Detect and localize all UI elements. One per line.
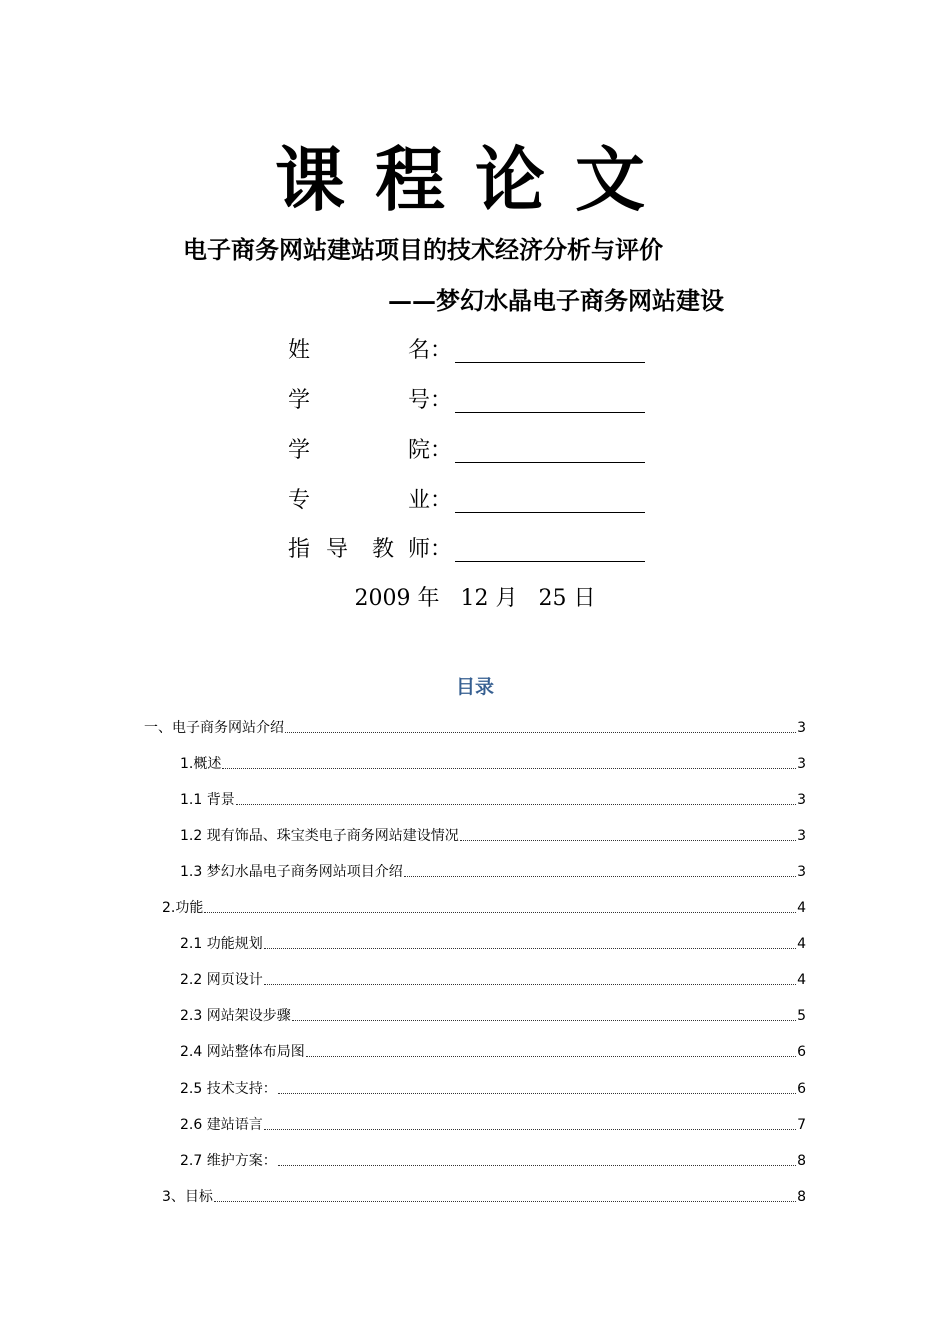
thesis-subtitle: 电子商务网站建站项目的技术经济分析与评价 <box>183 235 663 264</box>
toc-entry-page: 3 <box>797 792 806 808</box>
toc-leader-dots <box>236 804 796 805</box>
toc-leader-dots <box>404 876 796 877</box>
toc-entry-page: 5 <box>797 1008 806 1024</box>
toc-leader-dots <box>460 840 796 841</box>
toc-leader-dots <box>278 1093 796 1094</box>
name-blank-line <box>455 362 645 363</box>
toc-entry-title: 1.3 梦幻水晶电子商务网站项目介绍 <box>180 864 403 880</box>
student-id-blank-line <box>455 412 645 413</box>
college-blank-line <box>455 462 645 463</box>
toc-heading: 目录 <box>455 676 494 698</box>
toc-leader-dots <box>214 1201 796 1202</box>
toc-entry-page: 4 <box>797 936 806 952</box>
toc-entry-page: 3 <box>797 864 806 880</box>
toc-leader-dots <box>264 1129 796 1130</box>
toc-entry[interactable] <box>180 932 806 954</box>
document-page: 课程论文 电子商务网站建站项目的技术经济分析与评价 ——梦幻水晶电子商务网站建设 姓 名： 学 号： 学 院： 专 业： 指 导 教 师： 2009 年 12 月 25 日 目录 一、电子商务网站介绍 3 1.概述 3 1.1 背景 3 1.2 现有饰品、珠宝类电子商务网站建设情况 3 1.3 梦幻水晶电子商务网站项目介绍 3 2.功能 4 2.1 功能规划 4 2.2 网页设计 4 2.3 网站架设步骤 5 2.4 网站整体布局图 6 2.5 技术支持： 6 2.6 建站语言 7 2.7 维护方案： 8 3、目标 8 <box>0 0 950 1344</box>
toc-entry-title: 2.1 功能规划 <box>180 936 263 952</box>
toc-entry[interactable] <box>162 896 806 918</box>
thesis-secondary-subtitle: ——梦幻水晶电子商务网站建设 <box>388 286 724 315</box>
toc-entry-page: 4 <box>797 972 806 988</box>
advisor-blank-line <box>455 561 645 562</box>
toc-entry-title: 1.概述 <box>180 756 222 772</box>
toc-leader-dots <box>285 732 796 733</box>
toc-leader-dots <box>278 1165 796 1166</box>
toc-entry-page: 6 <box>797 1081 806 1097</box>
toc-entry[interactable] <box>180 1149 806 1171</box>
toc-entry-title: 3、目标 <box>162 1189 213 1205</box>
toc-leader-dots <box>306 1056 796 1057</box>
toc-leader-dots <box>264 984 796 985</box>
toc-entry-title: 2.功能 <box>162 900 204 916</box>
toc-entry-page: 6 <box>797 1044 806 1060</box>
toc-entry[interactable] <box>180 1040 806 1062</box>
toc-entry-page: 7 <box>797 1117 806 1133</box>
toc-entry-title: 一、电子商务网站介绍 <box>144 720 284 736</box>
toc-entry-title: 2.2 网页设计 <box>180 972 263 988</box>
toc-entry-title: 1.1 背景 <box>180 792 235 808</box>
toc-leader-dots <box>264 948 796 949</box>
toc-entry[interactable] <box>180 752 806 774</box>
toc-entry-page: 8 <box>797 1153 806 1169</box>
toc-leader-dots <box>222 768 796 769</box>
toc-entry-title: 2.7 维护方案： <box>180 1153 277 1169</box>
toc-entry-page: 3 <box>797 756 806 772</box>
toc-entry-page: 3 <box>797 828 806 844</box>
toc-entry-title: 1.2 现有饰品、珠宝类电子商务网站建设情况 <box>180 828 459 844</box>
toc-entry[interactable] <box>144 716 806 738</box>
toc-entry[interactable] <box>162 1185 806 1207</box>
toc-entry-page: 3 <box>797 720 806 736</box>
toc-entry-title: 2.6 建站语言 <box>180 1117 263 1133</box>
toc-entry-title: 2.5 技术支持： <box>180 1081 277 1097</box>
toc-entry[interactable] <box>180 968 806 990</box>
toc-entry-page: 8 <box>797 1189 806 1205</box>
toc-entry-page: 4 <box>797 900 806 916</box>
toc-entry[interactable] <box>180 1113 806 1135</box>
submission-date: 2009 年 12 月 25 日 <box>354 586 596 611</box>
document-title: 课程论文 <box>275 138 675 221</box>
toc-entry-title: 2.3 网站架设步骤 <box>180 1008 291 1024</box>
toc-entry[interactable] <box>180 1077 806 1099</box>
toc-entry-title: 2.4 网站整体布局图 <box>180 1044 305 1060</box>
toc-leader-dots <box>292 1020 796 1021</box>
toc-entry[interactable] <box>180 1004 806 1026</box>
major-blank-line <box>455 512 645 513</box>
toc-entry[interactable] <box>180 788 806 810</box>
toc-leader-dots <box>204 912 796 913</box>
toc-entry[interactable] <box>180 860 806 882</box>
toc-entry[interactable] <box>180 824 806 846</box>
